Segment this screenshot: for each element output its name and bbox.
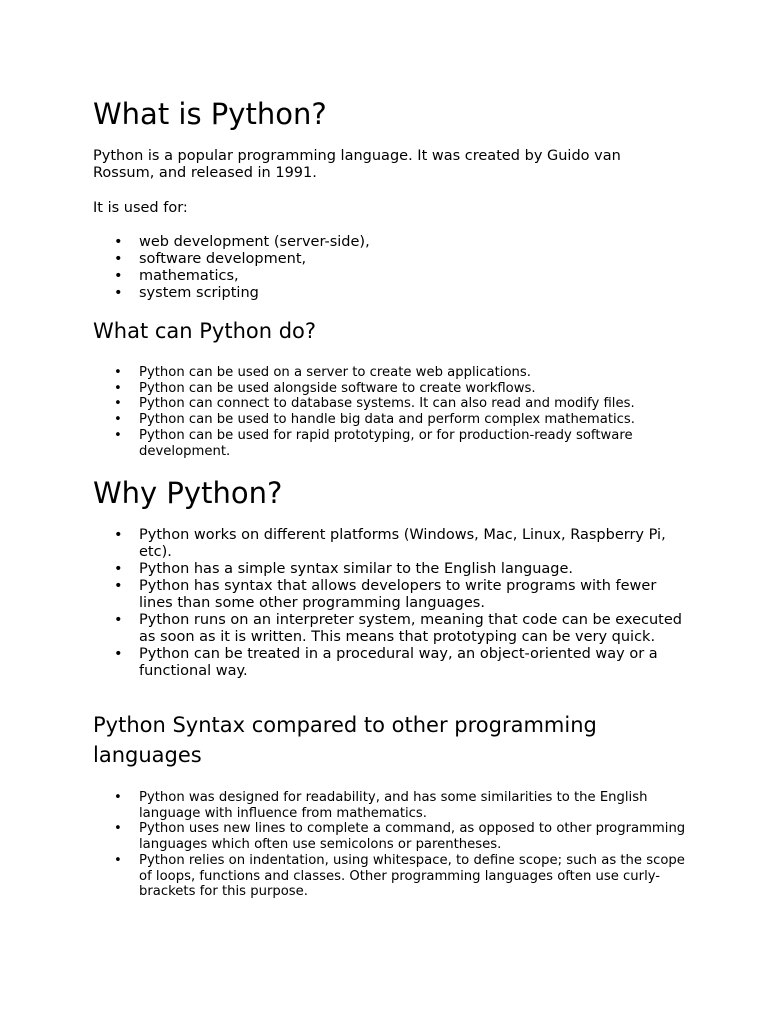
list-item: • system scripting [93,285,693,302]
why-python-list [93,527,693,680]
list-item: • Python has syntax that allows developers to write programs with fewer lines than some other programming languages. [93,578,693,612]
list-item: • Python can be treated in a procedural way, an object-oriented way or a functional way. [93,646,693,680]
syntax-list [93,790,693,900]
heading-why-python: Why Python? [93,476,283,510]
list-item: • mathematics, [93,268,693,285]
heading-what-can-python-do: What can Python do? [93,319,317,343]
list-item: • Python can be used for rapid prototyping, or for production-ready software development. [93,428,693,459]
list-item: • Python relies on indentation, using whitespace, to define scope; such as the scope of loops, functions and classes. Other programming languages often use curly-brackets for this purpose. [93,853,693,900]
list-item: • web development (server-side), [93,234,693,251]
list-item: • Python can be used alongside software to create workflows. [93,381,693,397]
list-item: • Python has a simple syntax similar to the English language. [93,561,693,578]
list-item: • Python can connect to database systems. It can also read and modify files. [93,396,693,412]
list-item: • Python uses new lines to complete a command, as opposed to other programming languages which often use semicolons or parentheses. [93,821,693,852]
list-item: • Python works on different platforms (Windows, Mac, Linux, Raspberry Pi, etc). [93,527,693,561]
list-item: • software development, [93,251,693,268]
list-item: • Python runs on an interpreter system, meaning that code can be executed as soon as it is written. This means that prototyping can be very quick. [93,612,693,646]
used-for-label: It is used for: [93,200,188,216]
can-do-list [93,365,693,459]
list-item: • Python can be used on a server to create web applications. [93,365,693,381]
list-item: • Python was designed for readability, and has some similarities to the English language with influence from mathematics. [93,790,693,821]
heading-what-is-python: What is Python? [93,97,327,131]
intro-paragraph: Python is a popular programming language. It was created by Guido van Rossum, and released in 1991. [93,148,621,181]
used-for-list [93,234,693,302]
heading-python-syntax: Python Syntax compared to other programming languages [93,713,597,767]
list-item: • Python can be used to handle big data and perform complex mathematics. [93,412,693,428]
